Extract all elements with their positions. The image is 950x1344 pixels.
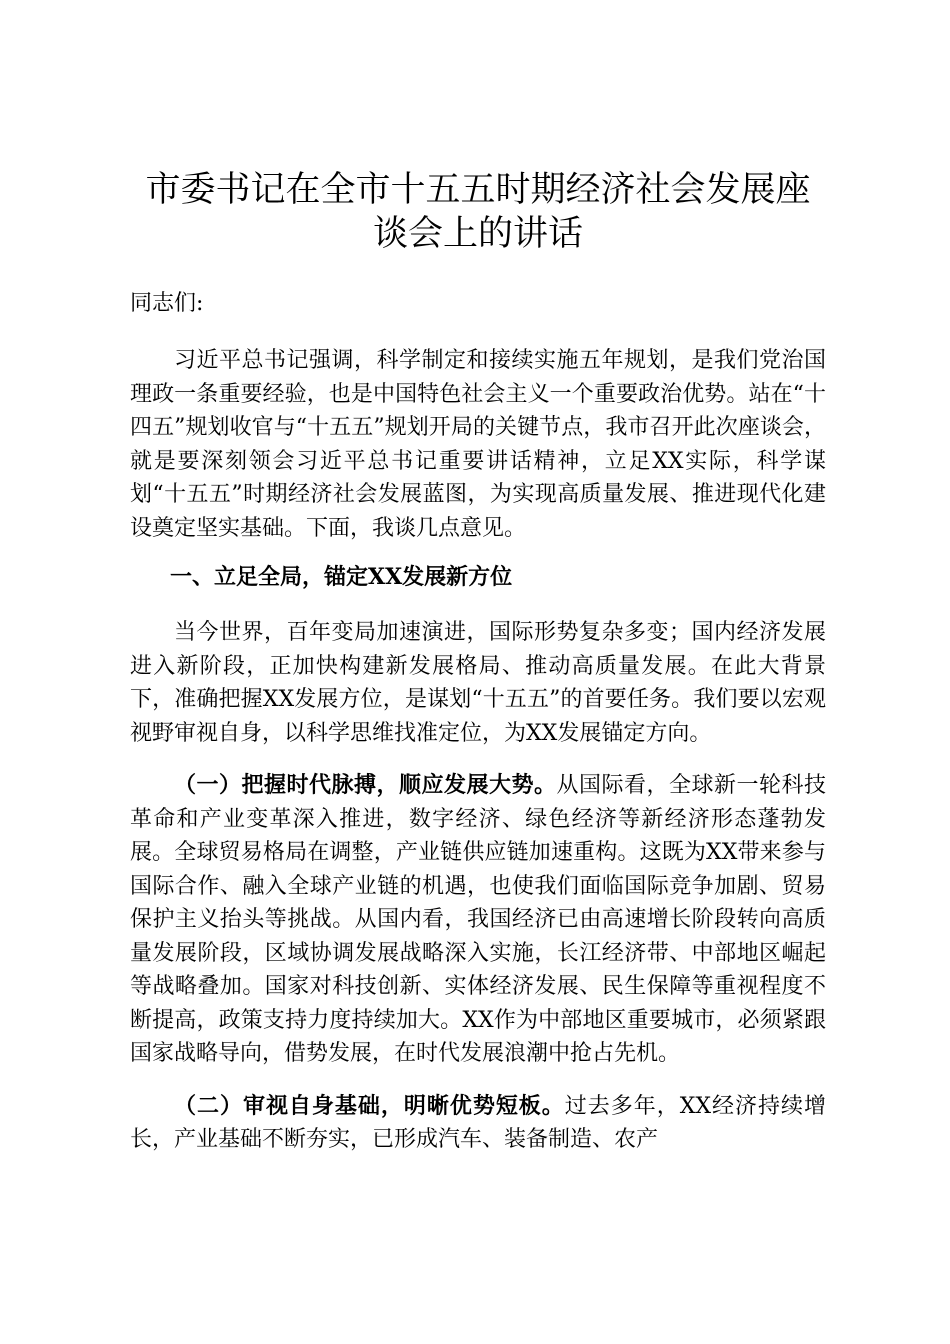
document-title: 市委书记在全市十五五时期经济社会发展座谈会上的讲话 [145, 170, 811, 254]
section-1-heading: 一、立足全局，锚定XX发展新方位 [170, 564, 513, 590]
document-page [130, 168, 826, 1157]
subsection-1-paragraph [130, 769, 826, 1071]
subsection-2-paragraph [130, 1090, 826, 1157]
subsection-1-body: 从国际看，全球新一轮科技革命和产业变革深入推进，数字经济、绿色经济等新经济形态蓬勃发展。全球贸易格局在调整，产业链供应链加速重构。这既为XX带来参与国际合作、融入全球产业链的机遇，也使我们面临国际竞争加剧、贸易保护主义抬头等挑战。从国内看，我国经济已由高速增长阶段转向高质量发展阶段，区域协调发展战略深入实施，长江经济带、中部地区崛起等战略叠加。国家对科技创新、实体经济发展、民生保障等重视程度不断提高，政策支持力度持续加大。XX作为中部地区重要城市，必须紧跟国家战略导向，借势发展，在时代发展浪潮中抢占先机。 [130, 773, 826, 1066]
subsection-2-lead: （二）审视自身基础，明晰优势短板。 [174, 1092, 565, 1119]
subsection-1-lead: （一）把握时代脉搏，顺应发展大势。 [174, 772, 557, 798]
salutation: 同志们: [130, 291, 204, 316]
subsection-2-body: 过去多年，XX经济持续增长，产业基础不断夯实，已形成汽车、装备制造、农产 [130, 1093, 826, 1152]
section-1-paragraph: 当今世界，百年变局加速演进，国际形势复杂多变；国内经济发展进入新阶段，正加快构建新发展格局、推动高质量发展。在此大背景下，准确把握XX发展方位，是谋划“十五五”的首要任务。我们要以宏观视野审视自身，以科学思维找准定位，为XX发展锚定方向。 [130, 620, 826, 746]
intro-paragraph: 习近平总书记强调，科学制定和接续实施五年规划，是我们党治国理政一条重要经验，也是中国特色社会主义一个重要政治优势。站在“十四五”规划收官与“十五五”规划开局的关键节点，我市召开此次座谈会，就是要深刻领会习近平总书记重要讲话精神，立足XX实际，科学谋划“十五五”时期经济社会发展蓝图，为实现高质量发展、推进现代化建设奠定坚实基础。下面，我谈几点意见。 [130, 348, 826, 541]
